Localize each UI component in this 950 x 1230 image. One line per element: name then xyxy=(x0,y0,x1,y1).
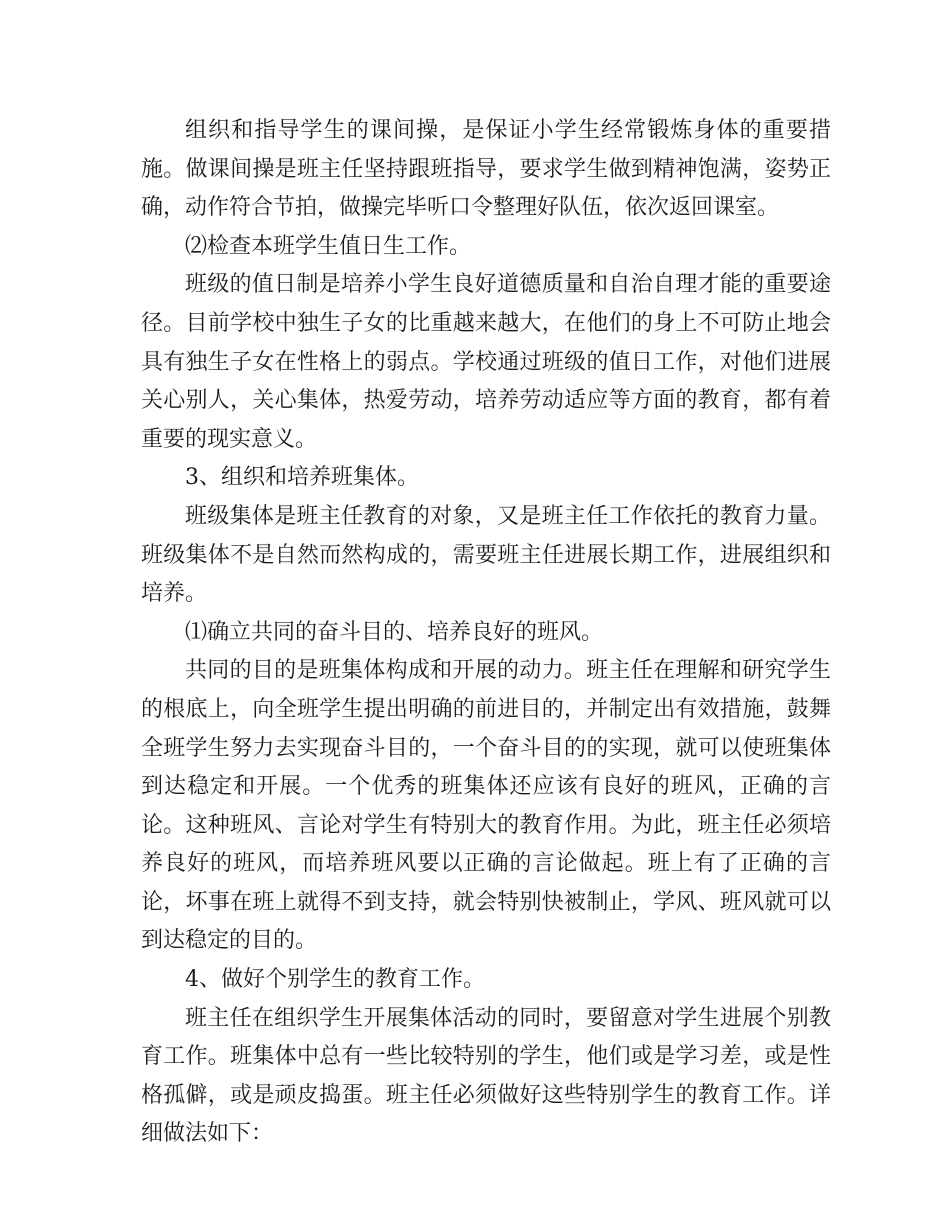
heading-section-4: 4、做好个别学生的教育工作。 xyxy=(185,967,485,993)
heading-common-goal: ⑴确立共同的奋斗目的、培养良好的班风。 xyxy=(185,619,604,645)
paragraph-class-collective: 班级集体是班主任教育的对象，又是班主任工作依托的教育力量。班级集体不是自然而然构成的，需要班主任进展长期工作，进展组织和培养。 xyxy=(141,503,831,607)
paragraph-common-goal: 共同的目的是班集体构成和开展的动力。班主任在理解和研究学生的根底上，向全班学生提出明确的前进目的，并制定出有效措施，鼓舞全班学生努力去实现奋斗目的，一个奋斗目的的实现，就可以使班集体到达稳定和开展。一个优秀的班集体还应该有良好的班风，正确的言论。这种班风、言论对学生有特别大的教育作用。为此，班主任必须培养良好的班风，而培养班风要以正确的言论做起。班上有了正确的言论，坏事在班上就得不到支持，就会特别快被制止，学风、班风就可以到达稳定的目的。 xyxy=(141,658,831,954)
document-body xyxy=(141,112,831,1154)
heading-section-3: 3、组织和培养班集体。 xyxy=(185,465,419,491)
heading-check-duty: ⑵检查本班学生值日生工作。 xyxy=(185,233,472,259)
paragraph-duty-system: 班级的值日制是培养小学生良好道德质量和自治自理才能的重要途径。目前学校中独生子女的比重越来越大，在他们的身上不可防止地会具有独生子女在性格上的弱点。学校通过班级的值日工作，对他们进展关心别人，关心集体，热爱劳动，培养劳动适应等方面的教育，都有着重要的现实意义。 xyxy=(141,272,831,452)
paragraph-individual-education: 班主任在组织学生开展集体活动的同时，要留意对学生进展个别教育工作。班集体中总有一些比较特别的学生，他们或是学习差，或是性格孤僻，或是顽皮捣蛋。班主任必须做好这些特别学生的教育工作。详细做法如下： xyxy=(141,1005,831,1147)
paragraph-exercise: 组织和指导学生的课间操，是保证小学生经常锻炼身体的重要措施。做课间操是班主任坚持跟班指导，要求学生做到精神饱满，姿势正确，动作符合节拍，做操完毕听口令整理好队伍，依次返回课室。 xyxy=(141,118,831,221)
